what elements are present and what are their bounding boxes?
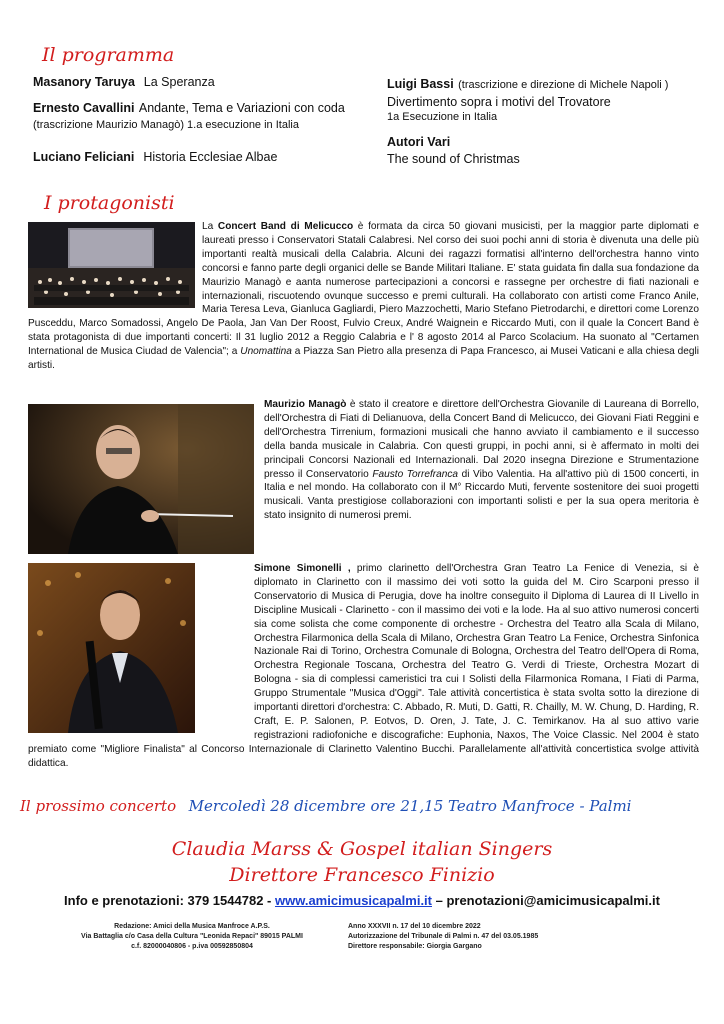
program-item bbox=[33, 148, 378, 166]
program-item bbox=[33, 99, 378, 131]
band-section bbox=[28, 220, 699, 373]
programma-left bbox=[33, 73, 378, 166]
footer-address: Via Battaglia c/o Casa della Cultura "Leonida Repaci" 89015 PALMI bbox=[81, 933, 303, 940]
footer-editorial: Redazione: Amici della Musica Manfroce A.P.S. bbox=[114, 923, 270, 930]
conductor-photo-space bbox=[28, 398, 264, 558]
footer-left bbox=[42, 922, 342, 952]
programma-right bbox=[387, 75, 717, 166]
band-tv-show: Unomattina bbox=[240, 346, 292, 358]
conservatory-name: Fausto Torrefranca bbox=[372, 468, 459, 480]
footer-director: Direttore responsabile: Giorgia Gargano bbox=[348, 943, 482, 950]
composer: Masanory Taruya bbox=[33, 75, 135, 89]
footer-tax-ids: c.f. 82000040806 - p.iva 00592850804 bbox=[131, 943, 253, 950]
note: 1a Esecuzione in Italia bbox=[387, 111, 498, 123]
heading-programma: Il programma bbox=[42, 44, 175, 66]
info-suffix: – prenotazioni@amicimusicapalmi.it bbox=[432, 893, 660, 908]
simonelli-text: primo clarinetto dell'Orchestra Gran Teatro La Fenice di Venezia, si è diplomato in Clarinetto con il massimo dei voti sotto la guida del M. Ciro Scarponi presso il Conservatorio di Musica di Perugia, dove ha inoltre conseguito il Diploma di Laurea di II Livello in Discipline Musicali - Clarinetto - con il massimo dei voti e la lode. Ha al suo attivo numerosi concerti sia come solista che come componente di orchestre - Orchestra del Teatro alla Scala di Milano, Orchestra Filarmonica della Scala di Milano, Orchestra Gran Teatro La Fenice, Orchestra Sinfonica Nazionale Rai di Torino, Orchestra Comunale di Bologna, Orchestra del Teatro dell'Opera di Roma, Orchestra Regionale Toscana, Orchestra del Teatro G. Verdi di Trieste, Orchestra Mozart di Bologna - sia di complessi cameristici tra cui I Solisti della Filarmonica Romana, I Fiati di Parma, Gruppo Strumentale "Musica d'Oggi". Tale attività concertistica è stata svolta sotto la direzione di importanti direttori d'orchestra: C. Abbado, R. Muti, D. Gatti, R. Chailly, M. W. Chung, D. Harding, R. Craft, E. P. Salonen, P. Eotvos, D. Oren, J. Tate, J. C. Temirkanov. Ha al suo attivo varie registrazioni radiofoniche e discografiche: Euphonia, Naxos, The Voice Classic. Nel 2004 è stato premiato come "Migliore Finalista" al Concorso Internazionale di Clarinetto Valentino Bucchi. Parallelamente all'attività concertistica svolge attività didattica. bbox=[28, 563, 699, 769]
work: La Speranza bbox=[143, 75, 215, 89]
band-name: Concert Band di Melicucco bbox=[217, 221, 354, 232]
work: The sound of Christmas bbox=[387, 152, 520, 166]
work: Andante, Tema e Variazioni con coda bbox=[138, 101, 345, 115]
composer: Autori Vari bbox=[387, 135, 451, 149]
band-text: è formata da circa 50 giovani musicisti, per la maggior parte diplomati e laureati presso i Conservatori Statali Calabresi. Nel corso dei suoi pochi anni di storia è divenuta una delle più importanti realtà musicali della Calabria. Alcuni dei ragazzi formatisi all'interno dell'orchestra hanno vinto concorsi e fanno parte degli organici delle se Bande Militari Italiane. E' stata guidata fin dalla sua fondazione da Maurizio Managò e aanta numerose partecipazioni a concorsi e rassegne per orchestre di fiati nazionali e internazionali, riscuotendo ovunque successo e premi culturali. Ha collaborato con artisti come Franco Anile, Maria Teresa Leva, Gianluca Gagliardi, Piero Mazzochetti, Mario Stefano Pietrodarchi, e direttori come Lorenzo Pusceddu, Marco Somadossi, Angelo De Paola, Jan Van Der Roost, Fulvio Creux, André Waignein e Riccardo Muti, con il quale la Concert Band è stata protagonista di due importanti concerti: Il 31 luglio 2012 a Reggio Calabria e l' 8 agosto 2014 al Parco Scolacium. Ha suonato al "Certamen International de Musica Ciudad de Valencia"; a bbox=[28, 221, 700, 358]
manago-text-end: di Vibo Valentia. Ha all'attivo più di 1500 concerti, in Italia e nel mondo. Ha collaborato con il M° Riccardo Muti, fervente sostenitore dei suoi progetti musicali. Vanta prestigiose collaborazioni con importanti solisti e per la sua opera meritoria è stato insignito di numerosi premi. bbox=[264, 468, 700, 522]
band-text-start: La bbox=[202, 221, 218, 232]
simonelli-section bbox=[28, 562, 699, 771]
note: (trascrizione Maurizio Managò) 1.a esecuzione in Italia bbox=[33, 119, 299, 131]
info-prefix: Info e prenotazioni: 379 1544782 - bbox=[64, 893, 275, 908]
next-concert-line bbox=[20, 797, 631, 815]
info-line bbox=[0, 893, 724, 908]
next-concert-director: Direttore Francesco Finizio bbox=[229, 864, 495, 886]
program-item bbox=[387, 135, 717, 166]
composer: Luciano Feliciani bbox=[33, 150, 135, 164]
footer-right bbox=[348, 922, 688, 952]
next-concert-label: Il prossimo concerto bbox=[20, 797, 177, 815]
manago-section bbox=[28, 398, 699, 558]
heading-protagonisti: I protagonisti bbox=[44, 192, 175, 214]
clarinetist-photo-space bbox=[28, 562, 254, 740]
composer: Luigi Bassi bbox=[387, 77, 454, 91]
footer-authorization: Autorizzazione del Tribunale di Palmi n. 47 del 03.05.1985 bbox=[348, 933, 539, 940]
manago-name: Maurizio Managò bbox=[264, 399, 347, 410]
work: Divertimento sopra i motivi del Trovatore bbox=[387, 95, 611, 109]
work: Historia Ecclesiae Albae bbox=[143, 150, 278, 164]
simonelli-name: Simone Simonelli , bbox=[254, 563, 351, 574]
website-link[interactable]: www.amicimusicapalmi.it bbox=[274, 893, 432, 908]
work-inline: (trascrizione e direzione di Michele Napoli ) bbox=[458, 79, 669, 91]
program-item bbox=[33, 73, 378, 91]
manago-text: è stato il creatore e direttore dell'Orchestra Giovanile di Laureana di Borrello, dell'Orchestra di Fiati di Delianuova, della Concert Band di Melicucco, dei Giovani Fiati Reggini e dell'Orchestra Tirrenium, formazioni musicali che hanno avviato il cambiamento e il successo della banda musicale in Calabria. Con questi gruppi, in pochi anni, si è affermato in molti dei principali Concorsi Nazionali ed Internazionali. Dal 2020 insegna Direzione e Strumentazione presso il Conservatorio bbox=[264, 399, 700, 480]
program-item bbox=[387, 75, 717, 123]
composer: Ernesto Cavallini bbox=[33, 101, 135, 115]
footer-issue: Anno XXXVII n. 17 del 10 dicembre 2022 bbox=[348, 923, 481, 930]
next-concert-when: Mercoledì 28 dicembre ore 21,15 Teatro Manfroce - Palmi bbox=[188, 797, 632, 815]
band-photo-space bbox=[28, 220, 202, 317]
next-concert-title: Claudia Marss & Gospel italian Singers bbox=[171, 838, 553, 860]
band-text-end: a Piazza San Pietro alla presenza di Papa Francesco, ai Musei Vaticani e alla chiesa degli artisti. bbox=[28, 346, 699, 372]
